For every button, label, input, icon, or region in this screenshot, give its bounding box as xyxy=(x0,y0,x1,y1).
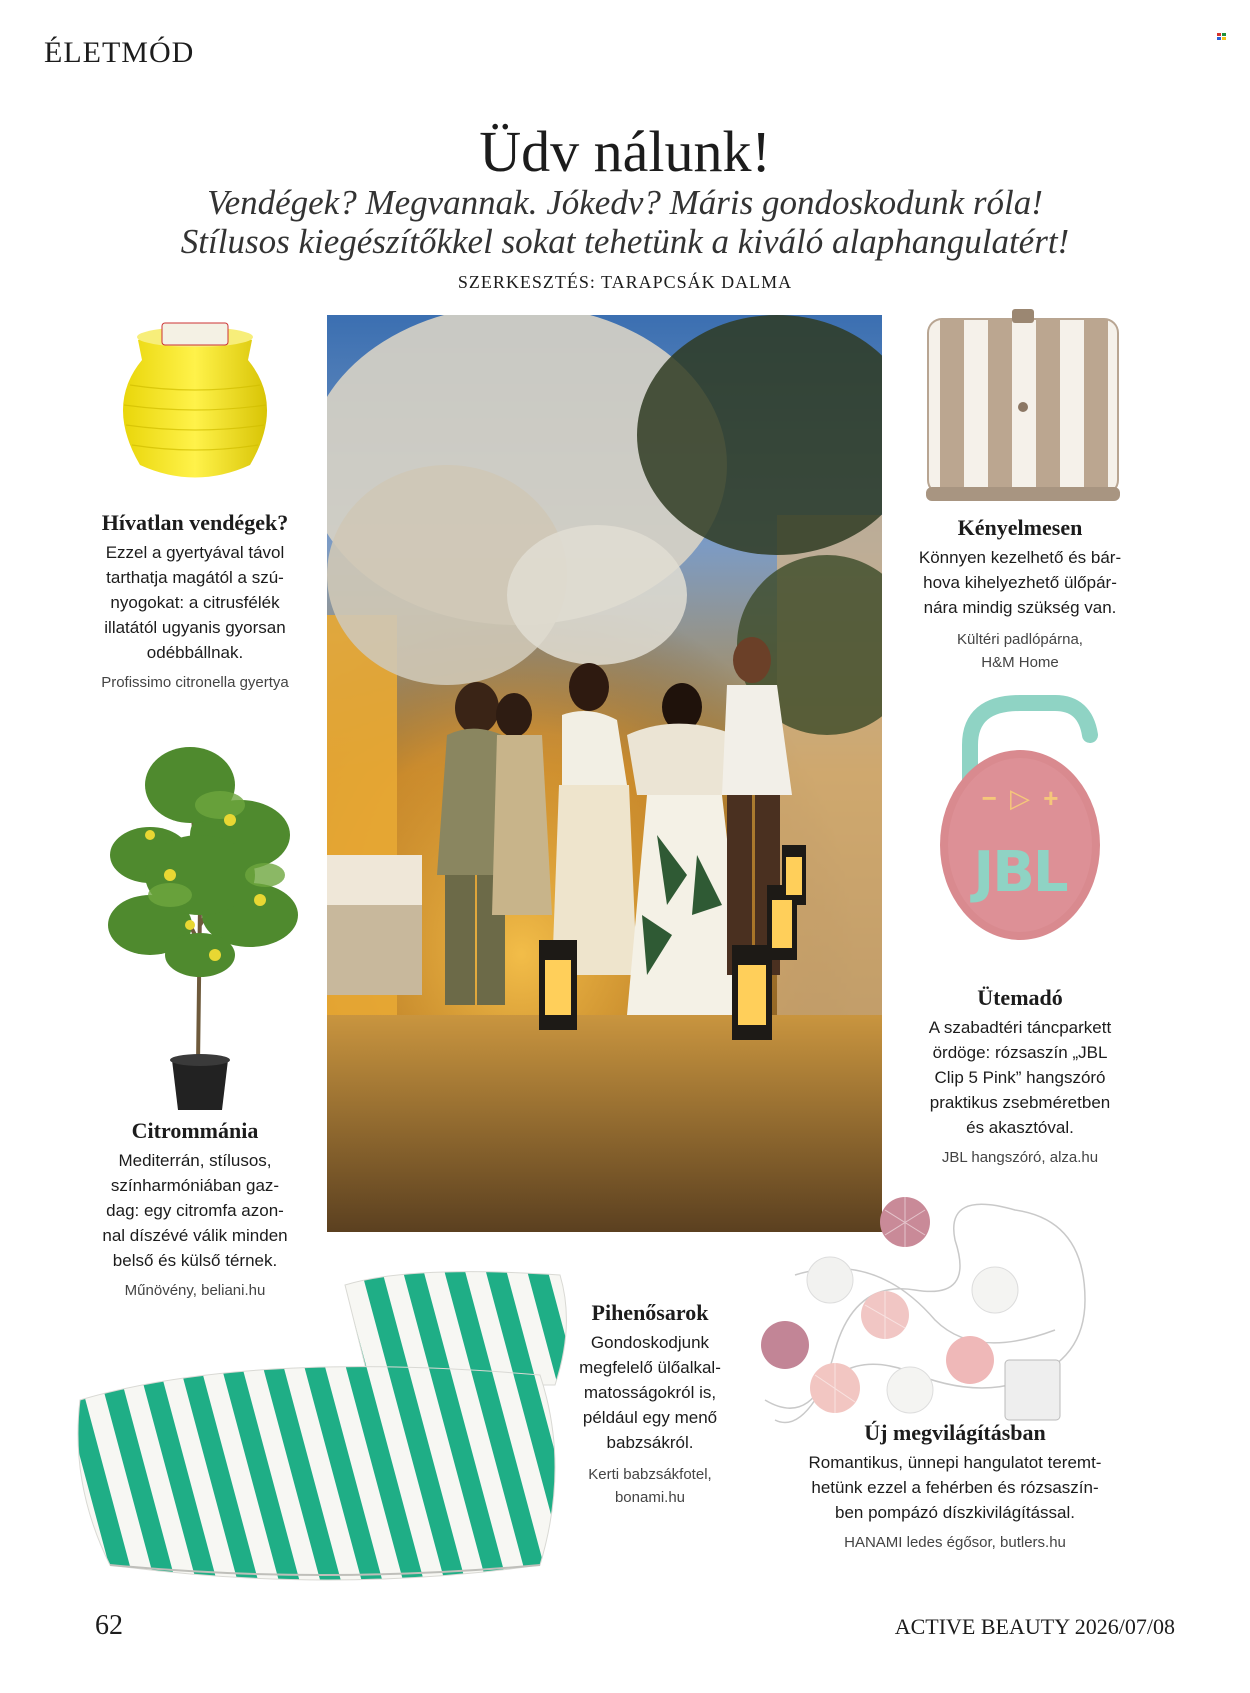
tree-caption: Műnövény, beliani.hu xyxy=(124,1282,266,1299)
candle-heading: Hívatlan vendégek? xyxy=(101,510,289,535)
subtitle-line-2: Stílusos kiegészítőkkel sokat tehetünk a kiváló alaphangulatért! xyxy=(180,222,1070,261)
candle-caption: Profissimo citronella gyertya xyxy=(101,674,289,691)
floor-cushion-image xyxy=(920,305,1125,510)
candle-line: Ezzel a gyertyával távol xyxy=(105,543,285,562)
lights-text-block xyxy=(765,1420,1145,1554)
party-photo xyxy=(327,315,882,1232)
cushion-line: Könnyen kezelhető és bár- xyxy=(918,548,1122,567)
speaker-text-block xyxy=(885,985,1155,1169)
cushion-heading: Kényelmesen xyxy=(957,515,1083,540)
lights-line: hetünk ezzel a fehérben és rózsaszín- xyxy=(811,1478,1099,1497)
tree-line: dag: egy citromfa azon- xyxy=(106,1201,284,1220)
speaker-heading: Ütemadó xyxy=(977,985,1063,1010)
lights-line: Romantikus, ünnepi hangulatot teremt- xyxy=(808,1453,1102,1472)
cushion-line: hova kihelyezhető ülőpár- xyxy=(923,573,1117,592)
speaker-line: Clip 5 Pink” hangszóró xyxy=(934,1068,1106,1087)
candle-line: illatától ugyanis gyorsan xyxy=(104,618,286,637)
page-number: 62 xyxy=(95,1610,123,1641)
string-lights-image xyxy=(755,1180,1100,1430)
tree-line: színharmóniában gaz- xyxy=(110,1176,280,1195)
candle-line: nyogokat: a citrusfélék xyxy=(110,593,280,612)
tree-line: nal díszévé válik minden xyxy=(102,1226,288,1245)
speaker-line: ördöge: rózsaszín „JBL xyxy=(932,1043,1108,1062)
beanbag-line: babzsákról. xyxy=(606,1433,694,1452)
section-label: ÉLETMÓD xyxy=(44,36,195,69)
beanbag-heading: Pihenősarok xyxy=(591,1300,709,1325)
subtitle-line-1: Vendégek? Megvannak. Jókedv? Máris gondoskodunk róla! xyxy=(207,183,1043,222)
magazine-issue: ACTIVE BEAUTY 2026/07/08 xyxy=(894,1614,1175,1639)
citronella-candle-image xyxy=(110,315,280,485)
beanbag-line: Gondoskodjunk xyxy=(590,1333,710,1352)
lights-caption: HANAMI ledes égősor, butlers.hu xyxy=(844,1534,1066,1551)
speaker-line: és akasztóval. xyxy=(966,1118,1074,1137)
tree-heading: Citrommánia xyxy=(131,1118,259,1143)
candle-line: odébbállnak. xyxy=(146,643,244,662)
minus-icon: − xyxy=(981,783,997,813)
lemon-tree-image xyxy=(90,725,315,1120)
jbl-logo: JBL xyxy=(973,840,1067,905)
lights-line: ben pompázó díszkivilágítással. xyxy=(834,1503,1076,1522)
cushion-caption: H&M Home xyxy=(981,654,1059,671)
byline: SZERKESZTÉS: TARAPCSÁK DALMA xyxy=(457,272,793,292)
page-title: Üdv nálunk! xyxy=(479,119,771,184)
beanbag-line: például egy menő xyxy=(582,1408,718,1427)
tree-line: belső és külső térnek. xyxy=(112,1251,278,1270)
speaker-line: A szabadtéri táncparkett xyxy=(928,1018,1112,1037)
tree-line: Mediterrán, stílusos, xyxy=(118,1151,272,1170)
beanbag-caption: Kerti babzsákfotel, xyxy=(588,1466,712,1483)
cushion-line: nára mindig szükség van. xyxy=(923,598,1117,617)
plus-icon: + xyxy=(1043,783,1059,813)
play-icon: ▷ xyxy=(1010,783,1030,813)
beanbag-chair-image xyxy=(70,1265,570,1590)
candle-text-block xyxy=(60,510,330,694)
jbl-speaker-image xyxy=(935,695,1105,945)
speaker-controls xyxy=(965,783,1075,813)
speaker-line: praktikus zsebméretben xyxy=(929,1093,1111,1112)
speaker-caption: JBL hangszóró, alza.hu xyxy=(941,1149,1099,1166)
beanbag-line: matosságokról is, xyxy=(583,1383,717,1402)
cushion-caption: Kültéri padlópárna, xyxy=(957,631,1083,648)
cushion-text-block xyxy=(890,515,1150,674)
color-mark-icon xyxy=(1217,33,1226,40)
beanbag-text-block xyxy=(550,1300,750,1509)
beanbag-line: megfelelő ülőalkal- xyxy=(579,1358,721,1377)
lights-heading: Új megvilágításban xyxy=(864,1420,1046,1445)
beanbag-caption: bonami.hu xyxy=(614,1489,686,1506)
candle-line: tarthatja magától a szú- xyxy=(106,568,284,587)
